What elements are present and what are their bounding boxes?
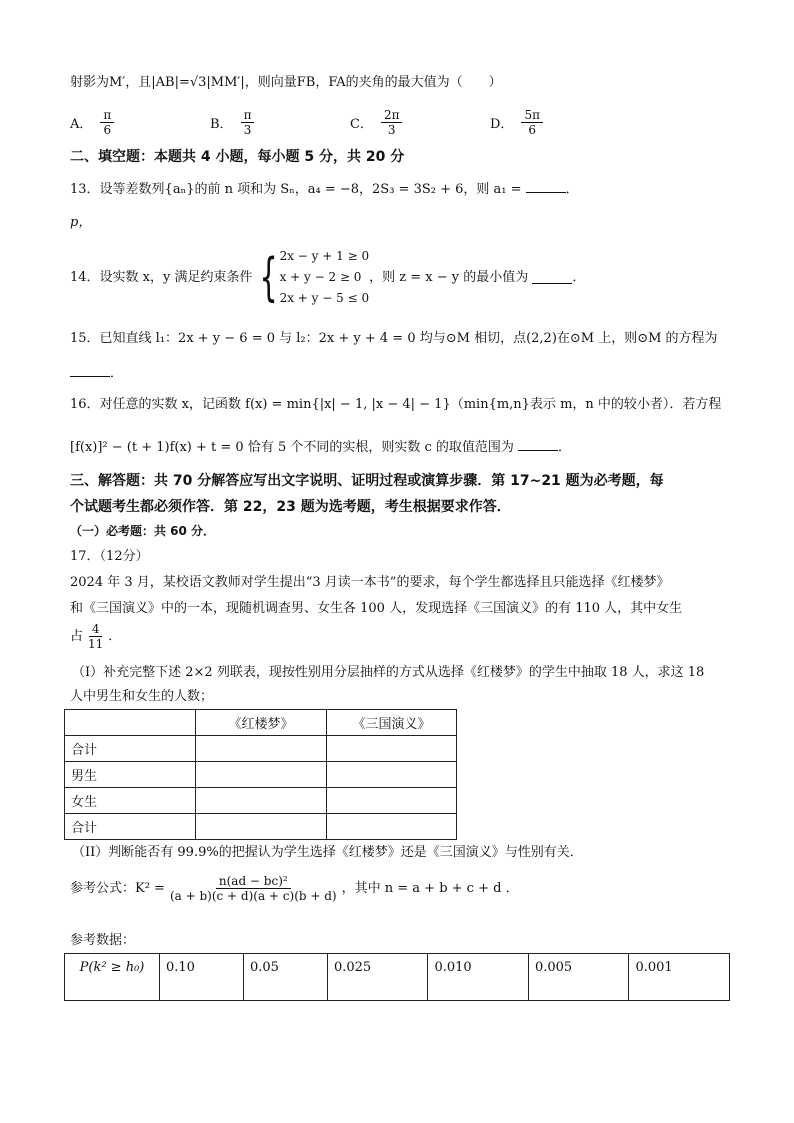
section-heading: 三、解答题：共 70 分解答应写出文字说明、证明过程或演算步骤．第 17~21 题为必考题，每: [70, 473, 664, 489]
table-cell[interactable]: [196, 762, 327, 788]
table-cell[interactable]: [196, 814, 327, 840]
choice-fraction: $\frac{\pi}{3}$: [241, 108, 255, 137]
choice-a[interactable]: [70, 108, 116, 137]
table-header-cell: 《红楼梦》: [196, 710, 327, 736]
table-row: [65, 762, 457, 788]
choice-fraction: $\frac{\pi}{6}$: [100, 108, 114, 137]
table-row: [65, 736, 457, 762]
part-i-line1: （I）补充完整下述 2×2 列联表，现按性别用分层抽样的方式从选择《红楼梦》的学生中抽取 18 人，求这 18: [72, 665, 705, 680]
table-header-cell: P(k² ≥ h₀): [65, 954, 160, 1001]
table-row: [65, 814, 457, 840]
row-label: 男生: [65, 762, 196, 788]
table-cell[interactable]: [327, 762, 457, 788]
row-label: 合计: [65, 814, 196, 840]
choice-c[interactable]: [350, 108, 404, 137]
part-ii: （II）判断能否有 99.9%的把握认为学生选择《红楼梦》还是《三国演义》与性别有关．: [72, 845, 583, 860]
table-cell[interactable]: [327, 736, 457, 762]
subsection-heading: （一）必考题：共 60 分．: [70, 524, 216, 538]
choice-b[interactable]: [210, 108, 256, 137]
question-14: 14．设实数 x，y 满足约束条件 { 2x − y + 1 ≥ 0 x + y − 2 ≥ 0 2x + y − 5 ≤ 0 ，则 z = x − y 的最小值为 ．: [70, 247, 586, 308]
reference-data-label: 参考数据：: [70, 933, 136, 948]
choice-letter: A．: [70, 117, 93, 132]
section-heading: 二、填空题：本题共 4 小题，每小题 5 分，共 20 分: [70, 149, 405, 165]
table-cell: 0.001: [629, 954, 730, 1001]
answer-blank[interactable]: [532, 271, 572, 284]
fraction: $\frac{4}{11}$: [88, 622, 104, 651]
table-cell: 0.10: [160, 954, 244, 1001]
constraint-system: 2x − y + 1 ≥ 0 x + y − 2 ≥ 0 2x + y − 5 ≤ 0: [279, 249, 370, 305]
part-i-line2: 人中男生和女生的人数；: [70, 689, 214, 704]
q12-stem: 射影为M′，且|AB|=√3|MM′|，则向量FB，FA的夹角的最大值为（ ）: [70, 75, 502, 90]
question-13: 13．设等差数列{aₙ}的前 n 项和为 Sₙ，a₄ = −8，2S₃ = 3S₂ + 6，则 a₁ = ．: [70, 182, 579, 197]
row-label: 女生: [65, 788, 196, 814]
table-cell[interactable]: [327, 788, 457, 814]
table-cell[interactable]: [196, 788, 327, 814]
answer-blank[interactable]: [518, 438, 558, 451]
table-cell: 0.025: [327, 954, 428, 1001]
section-heading-cont: 个试题考生都必须作答．第 22，23 题为选考题，考生根据要求作答．: [70, 499, 511, 515]
table-row: [65, 954, 730, 1001]
question-17-para3: 占 $\frac{4}{11}$ ．: [70, 622, 122, 651]
contingency-table: [64, 709, 457, 840]
table-cell[interactable]: [196, 736, 327, 762]
row-label: 合计: [65, 736, 196, 762]
table-cell: 0.05: [243, 954, 327, 1001]
choice-letter: C．: [350, 117, 373, 132]
brace-symbol: {: [259, 247, 279, 308]
question-17-para2: 和《三国演义》中的一本，现随机调查男、女生各 100 人，发现选择《三国演义》的有 110 人，其中女生: [70, 601, 683, 616]
question-16-line1: 16．对任意的实数 x，记函数 f(x) = min{|x| − 1, |x − 4| − 1}（min{m,n}表示 m，n 中的较小者）．若方程: [70, 397, 722, 412]
question-15: 15．已知直线 l₁：2x + y − 6 = 0 与 l₂：2x + y + 4 = 0 均与⊙M 相切，点(2,2)在⊙M 上，则⊙M 的方程为: [70, 331, 718, 346]
stray-text: p，: [70, 215, 92, 230]
formula-fraction: $\frac{\text{n(ad − bc)²}}{(a + b)(c + d)(a + c)(b + d)}$: [169, 874, 337, 903]
choice-fraction: $\frac{5\pi}{6}$: [521, 108, 543, 137]
question-15-answer: ．: [70, 364, 123, 383]
table-row: [65, 788, 457, 814]
choice-d[interactable]: [490, 108, 545, 137]
table-header-cell: 《三国演义》: [327, 710, 457, 736]
table-cell: 0.010: [428, 954, 529, 1001]
table-header-cell: [65, 710, 196, 736]
choice-letter: D．: [490, 117, 514, 132]
table-header-row: [65, 710, 457, 736]
answer-blank[interactable]: [70, 364, 110, 377]
reference-formula: 参考公式：K² = $\frac{\text{n(ad − bc)²}}{(a + b)(c + d)(a + c)(b + d)}$ ，其中 n = a + b + c + d ．: [70, 874, 519, 903]
answer-blank[interactable]: [526, 180, 566, 193]
table-cell: 0.005: [528, 954, 629, 1001]
question-16-line2: [f(x)]² − (t + 1)f(x) + t = 0 恰有 5 个不同的实根，则实数 c 的取值范围为 ．: [70, 440, 572, 455]
choice-fraction: $\frac{2\pi}{3}$: [381, 108, 403, 137]
question-17-para1: 2024 年 3 月，某校语文教师对学生提出“3 月读一本书”的要求，每个学生都选择且只能选择《红楼梦》: [70, 575, 670, 590]
table-cell[interactable]: [327, 814, 457, 840]
reference-table: [64, 953, 730, 1001]
choice-letter: B．: [210, 117, 233, 132]
question-17-header: 17．（12分）: [70, 549, 149, 564]
